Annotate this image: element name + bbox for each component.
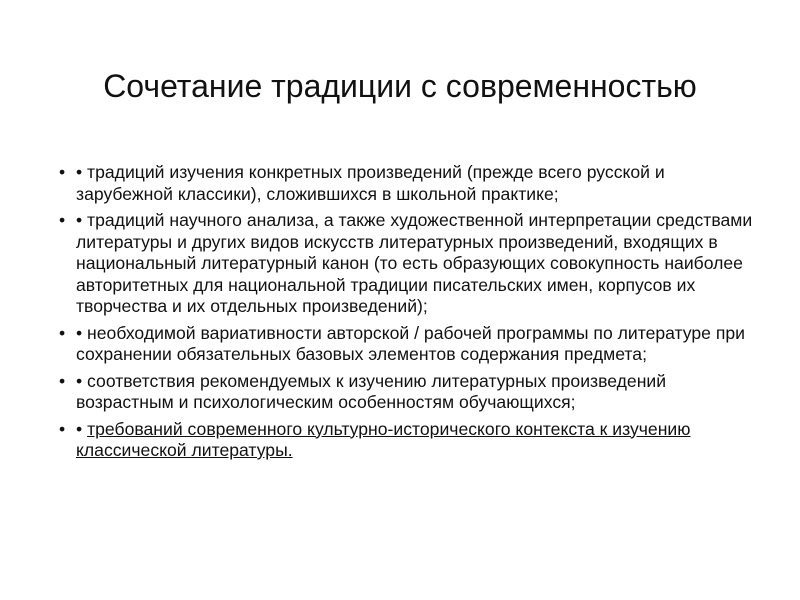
- bullet-list: [56, 162, 756, 467]
- list-item-text: • соответствия рекомендуемых к изучению литературных произведений возрастным и психологическим особенностям обучающихся;: [76, 370, 667, 412]
- bullet-marker: •: [59, 210, 66, 230]
- bullet-marker: •: [59, 370, 66, 391]
- bullet-marker: •: [59, 322, 66, 343]
- list-item: [56, 323, 756, 366]
- list-item: [56, 162, 756, 205]
- list-item: [56, 210, 756, 318]
- slide-title: Сочетание традиции с современностью: [103, 68, 697, 104]
- list-item-prefix: •: [76, 418, 88, 439]
- bullet-marker: •: [59, 418, 66, 439]
- list-item-text: • необходимой вариативности авторской / рабочей программы по литературе при сохранении обязательных базовых элементов содержания предмета;: [76, 322, 745, 364]
- list-item-text: • традиций научного анализа, а также художественной интерпретации средствами литературы и других видов искусств литературных произведений, входящих в национальный литературный канон (то есть образующих совокупность наиболее авторитетных для национальной традиции писательских имен, корпусов их творчества и их отдельных произведений);: [76, 210, 753, 316]
- list-item: [56, 371, 756, 414]
- bullet-marker: •: [59, 162, 66, 182]
- list-item-text: • традиций изучения конкретных произведений (прежде всего русской и зарубежной классики), сложившихся в школьной практике;: [76, 162, 665, 204]
- list-item-text-underlined: требований современного культурно-исторического контекста к изучению классической литературы.: [76, 418, 691, 460]
- list-item: [56, 419, 756, 462]
